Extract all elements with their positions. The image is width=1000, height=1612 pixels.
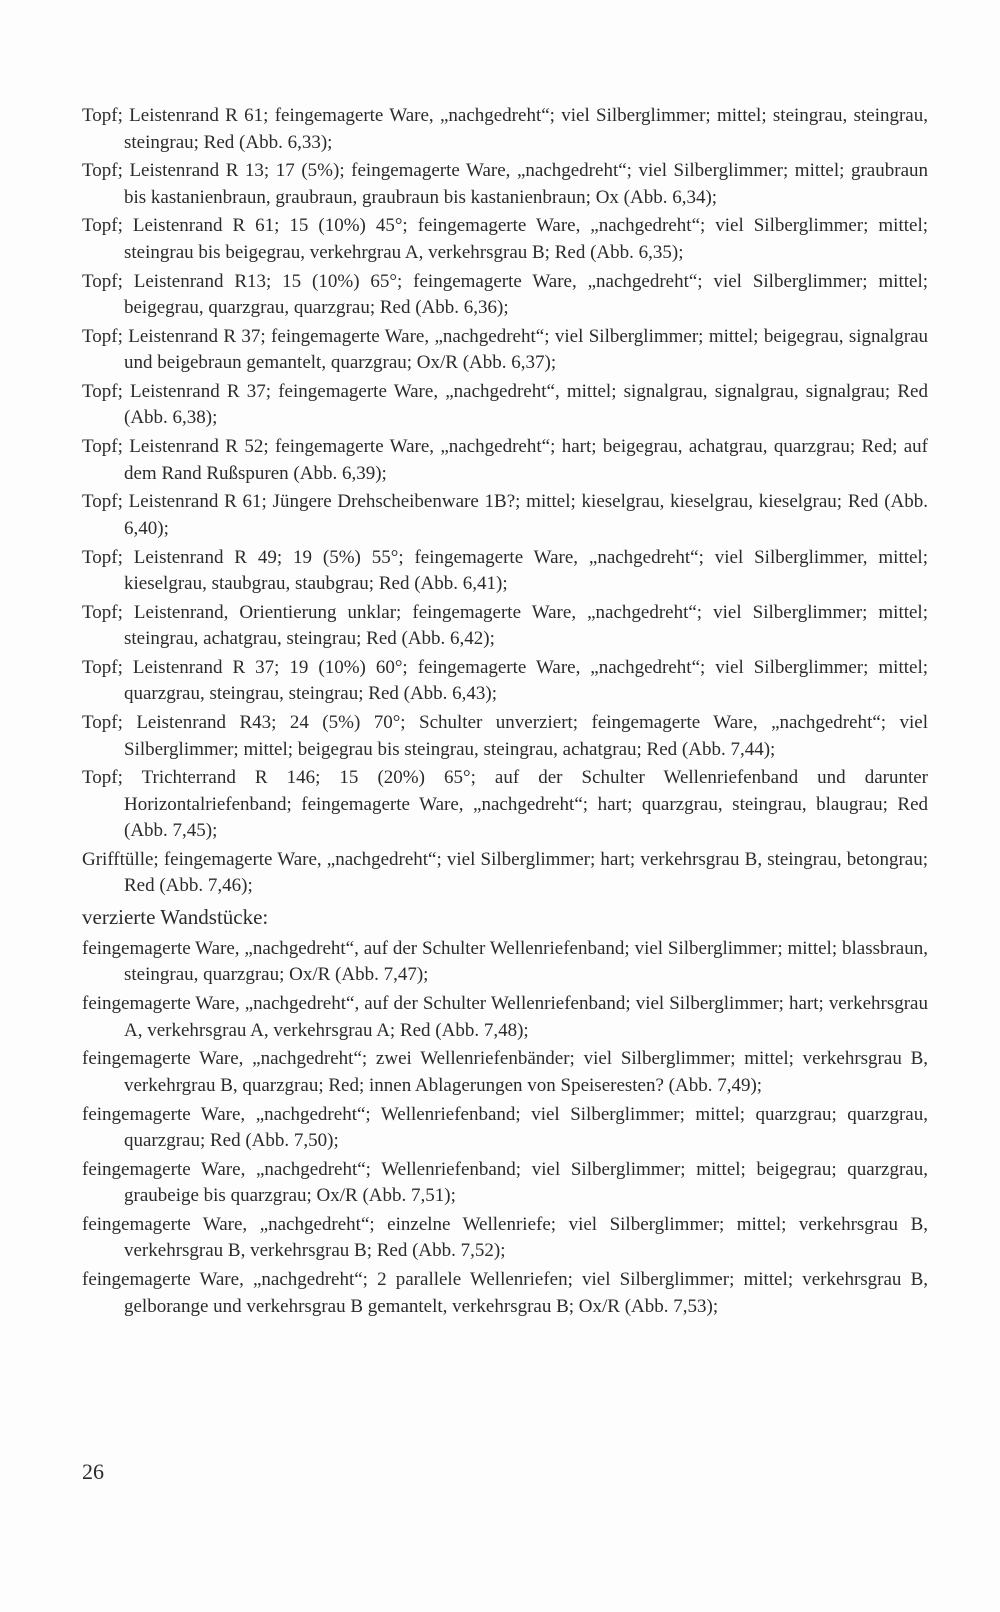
catalogue-entry: Topf; Leistenrand, Orientierung unklar; feingemagerte Ware, „nachgedreht“; viel Silberglimmer; mittel; steingrau, achatgrau, steingrau; Red (Abb. 6,42); [82,601,928,650]
catalogue-entry: Topf; Trichterrand R 146; 15 (20%) 65°; auf der Schulter Wellenriefenband und darunter Horizontalriefenband; feingemagerte Ware, „nachgedreht“; hart; quarzgrau, steingrau, blaugrau; Red (Abb. 7,45); [82,767,928,842]
catalogue-entry: Topf; Leistenrand R43; 24 (5%) 70°; Schulter unverziert; feingemagerte Ware, „nachgedreht“; viel Silberglimmer; mittel; beigegrau bis steingrau, steingrau, achatgrau; Red (Abb. 7,44); [82,712,928,760]
catalogue-entry: Topf; Leistenrand R 61; feingemagerte Ware, „nachgedreht“; viel Silberglimmer; mittel; steingrau, steingrau, steingrau; Red (Abb. 6,33); [82,105,928,153]
catalogue-entry: Topf; Leistenrand R 37; 19 (10%) 60°; feingemagerte Ware, „nachgedreht“; viel Silberglimmer; mittel; quarzgrau, steingrau, steingrau; Red (Abb. 6,43); [82,656,928,705]
catalogue-entry: feingemagerte Ware, „nachgedreht“; einzelne Wellenriefe; viel Silberglimmer; mittel; verkehrsgrau B, verkehrsgrau B, verkehrsgrau B; Red (Abb. 7,52); [82,1213,928,1262]
catalogue-entry: Topf; Leistenrand R 49; 19 (5%) 55°; feingemagerte Ware, „nachgedreht“; viel Silberglimmer, mittel; kieselgrau, staubgrau, staubgrau; Red (Abb. 6,41); [82,546,928,594]
catalogue-entry: Topf; Leistenrand R 61; 15 (10%) 45°; feingemagerte Ware, „nachgedreht“; viel Silberglimmer; mittel; steingrau bis beigegrau, verkehrgrau A, verkehrsgrau B; Red (Abb. 6,35); [82,215,928,263]
catalogue-entry: Topf; Leistenrand R 61; Jüngere Drehscheibenware 1B?; mittel; kieselgrau, kieselgrau, kieselgrau; Red (Abb. 6,40); [82,491,928,539]
entry-list-decorated-sherds [82,936,928,1320]
page-number: 26 [82,1459,104,1484]
catalogue-entry: feingemagerte Ware, „nachgedreht“; zwei Wellenriefenbänder; viel Silberglimmer; mittel; verkehrsgrau B, verkehrgrau B, quarzgrau; Red; innen Ablagerungen von Speiseresten? (Abb. 7,49); [82,1048,928,1096]
catalogue-entry: Topf; Leistenrand R 52; feingemagerte Ware, „nachgedreht“; hart; beigegrau, achatgrau, quarzgrau; Red; auf dem Rand Rußspuren (Abb. 6,39); [82,436,928,484]
catalogue-entry: feingemagerte Ware, „nachgedreht“; 2 parallele Wellenriefen; viel Silberglimmer; mittel; verkehrsgrau B, gelborange und verkehrsgrau B gemantelt, verkehrsgrau B; Ox/R (Abb. 7,53); [82,1269,928,1317]
catalogue-entry: feingemagerte Ware, „nachgedreht“; Wellenriefenband; viel Silberglimmer; mittel; quarzgrau; quarzgrau, quarzgrau; Red (Abb. 7,50); [82,1103,928,1151]
catalogue-text [82,103,928,1322]
section-heading: verzierte Wandstücke: [82,904,269,929]
catalogue-entry: Grifftülle; feingemagerte Ware, „nachgedreht“; viel Silberglimmer; hart; verkehrsgrau B, steingrau, betongrau; Red (Abb. 7,46); [82,848,928,897]
entry-list-vessels [82,103,928,900]
catalogue-entry: Topf; Leistenrand R 37; feingemagerte Ware, „nachgedreht“, mittel; signalgrau, signalgrau, signalgrau; Red (Abb. 6,38); [82,380,928,429]
catalogue-entry: Topf; Leistenrand R 13; 17 (5%); feingemagerte Ware, „nachgedreht“; viel Silberglimmer; mittel; graubraun bis kastanienbraun, graubraun, graubraun bis kastanienbraun; Ox (Abb. 6,34); [82,160,928,208]
catalogue-entry: feingemagerte Ware, „nachgedreht“; Wellenriefenband; viel Silberglimmer; mittel; beigegrau; quarzgrau, graubeige bis quarzgrau; Ox/R (Abb. 7,51); [82,1158,928,1207]
catalogue-entry: feingemagerte Ware, „nachgedreht“, auf der Schulter Wellenriefenband; viel Silberglimmer; hart; verkehrsgrau A, verkehrsgrau A, verkehrsgrau A; Red (Abb. 7,48); [82,993,928,1041]
catalogue-entry: Topf; Leistenrand R13; 15 (10%) 65°; feingemagerte Ware, „nachgedreht“; viel Silberglimmer; mittel; beigegrau, quarzgrau, quarzgrau; Red (Abb. 6,36); [82,270,928,319]
catalogue-entry: feingemagerte Ware, „nachgedreht“, auf der Schulter Wellenriefenband; viel Silberglimmer; mittel; blassbraun, steingrau, quarzgrau; Ox/R (Abb. 7,47); [82,937,928,986]
catalogue-entry: Topf; Leistenrand R 37; feingemagerte Ware, „nachgedreht“; viel Silberglimmer; mittel; beigegrau, signalgrau und beigebraun gemantelt, quarzgrau; Ox/R (Abb. 6,37); [82,325,928,374]
